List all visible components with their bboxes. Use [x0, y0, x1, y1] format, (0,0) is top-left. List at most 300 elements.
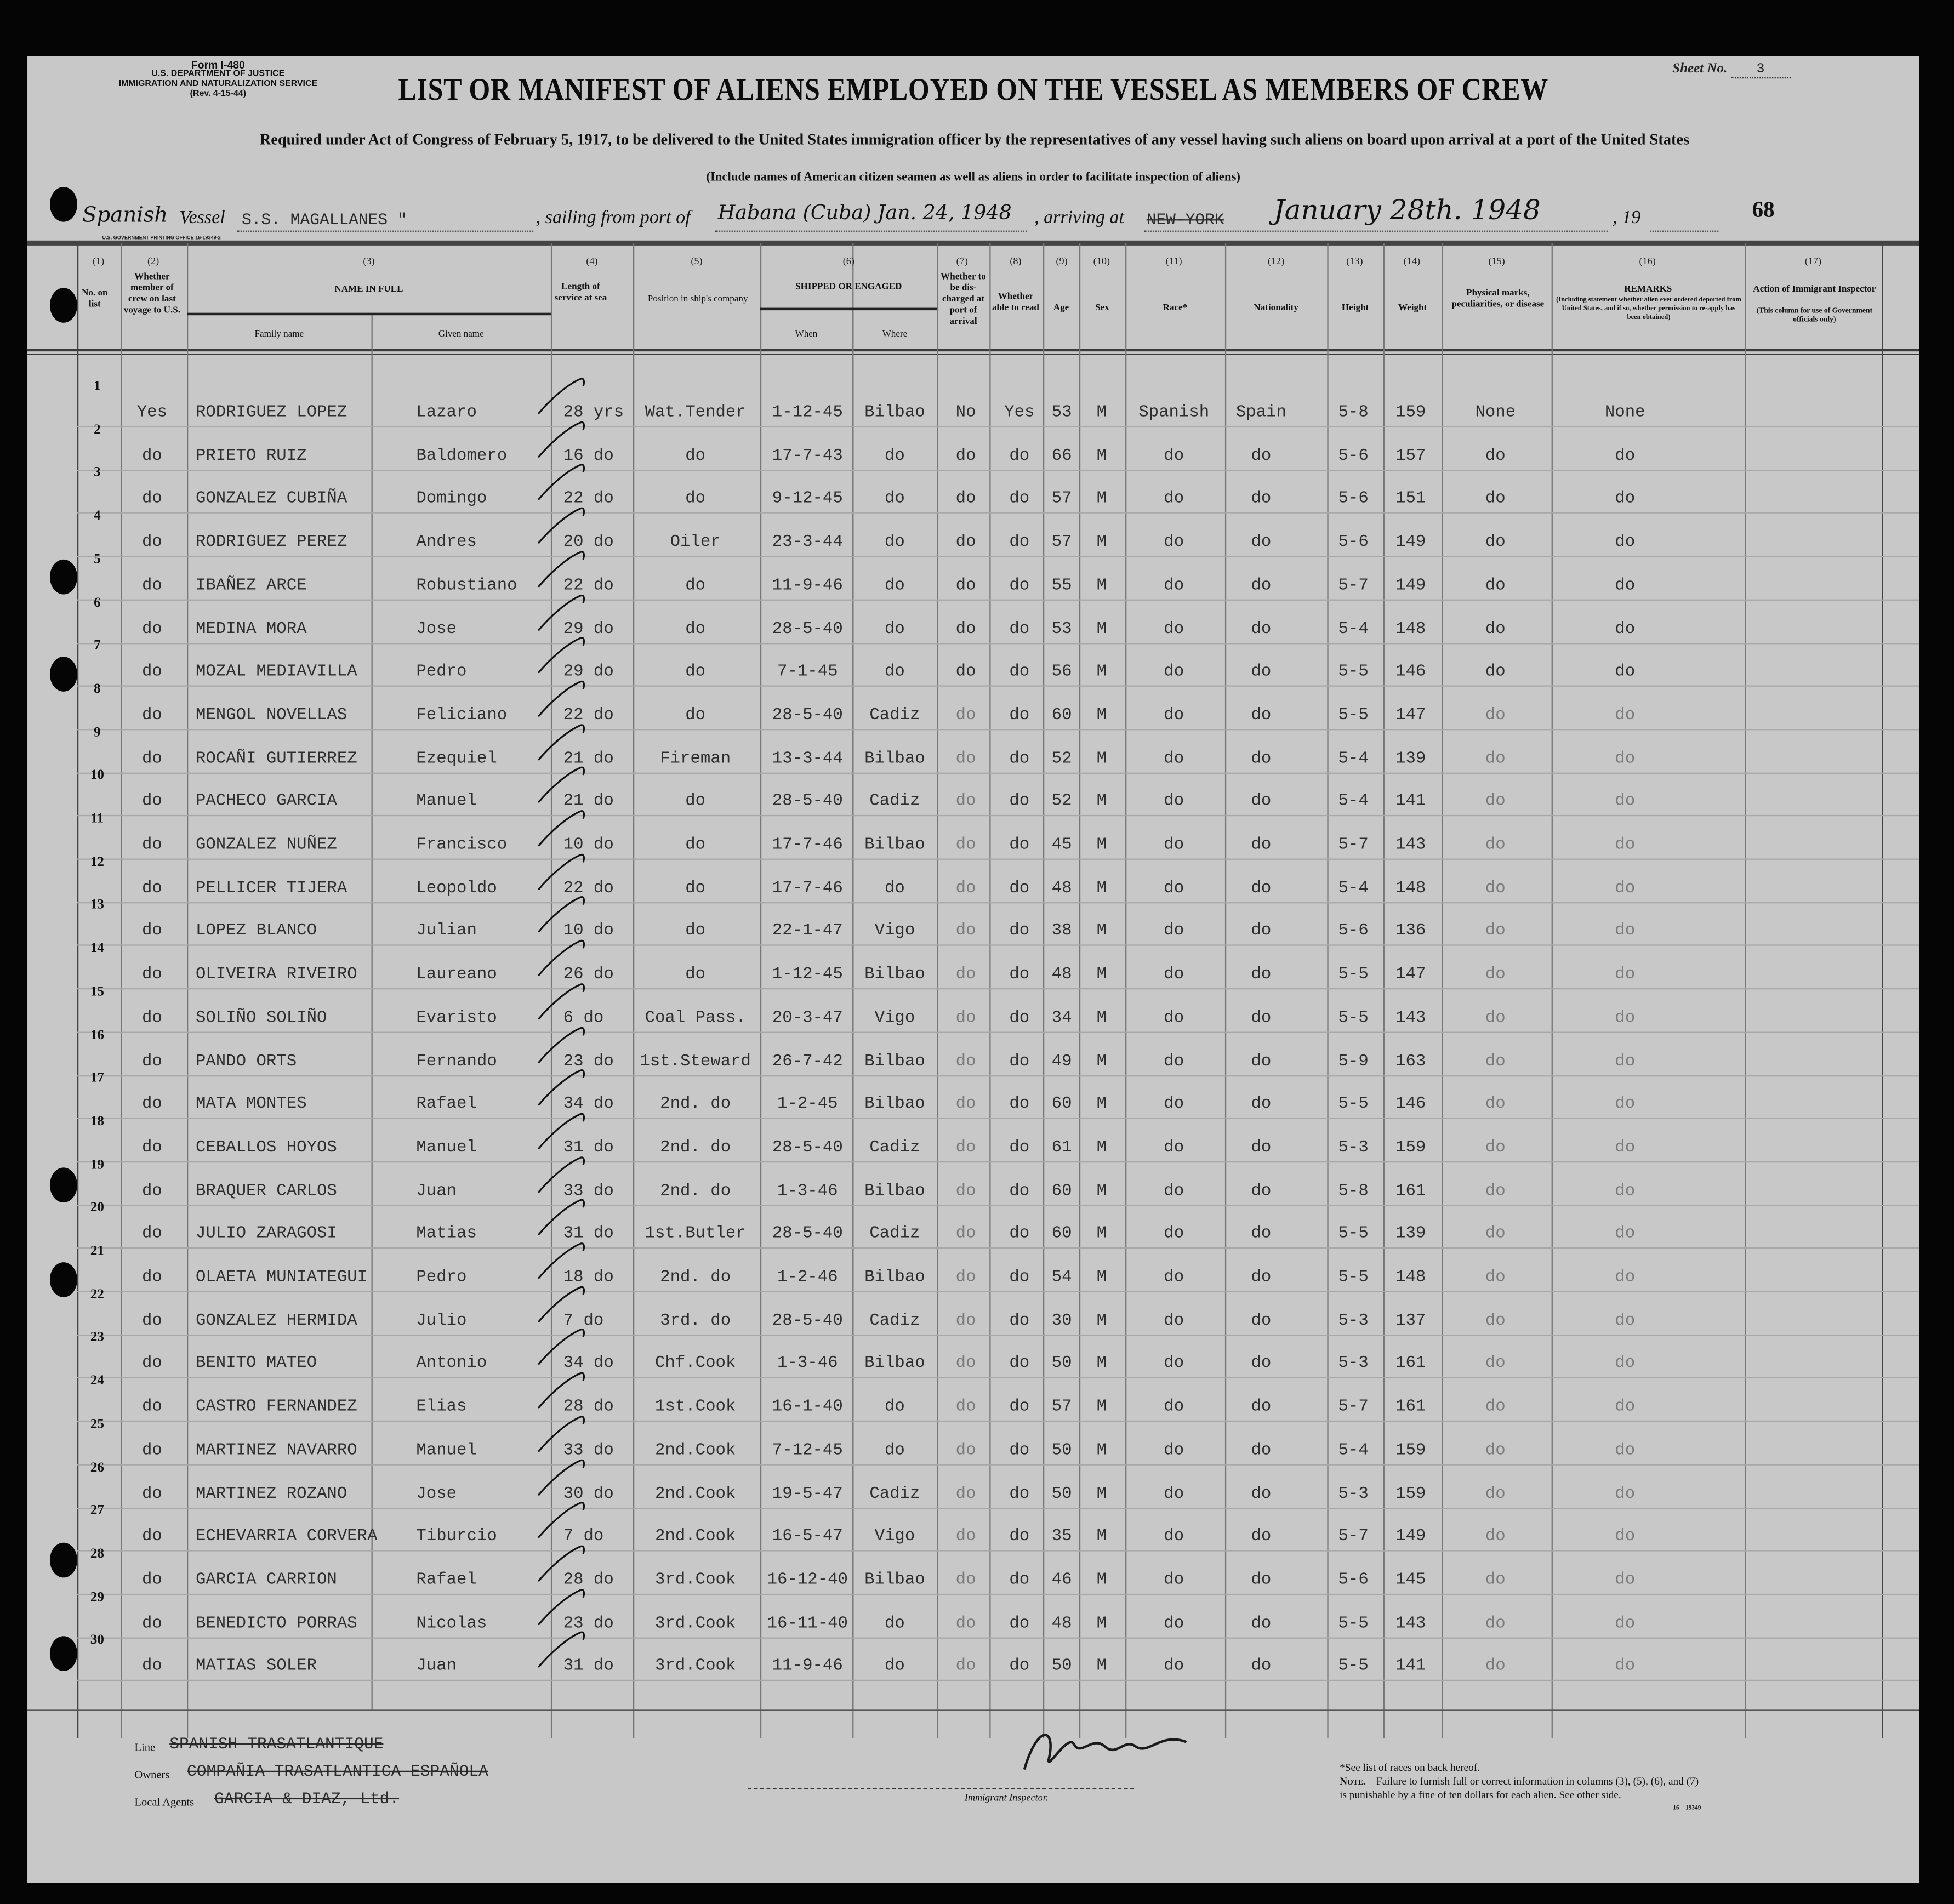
check-mark-icon: [531, 1496, 589, 1546]
cell-giv: Jose: [416, 620, 457, 639]
row-rule: [77, 1594, 1919, 1595]
cell-read: do: [1009, 447, 1030, 466]
cell-pos: Oiler: [670, 533, 721, 552]
cell-sex: M: [1096, 1052, 1107, 1071]
cell-pos: 3rd.Cook: [654, 1614, 736, 1633]
punch-hole: [50, 1167, 77, 1202]
cell-lv: do: [141, 1527, 162, 1547]
cell-phys: do: [1485, 706, 1506, 725]
row-rule: [77, 599, 1919, 600]
cell-phys: do: [1485, 1138, 1506, 1158]
row-number: 3: [94, 465, 101, 481]
cell-age: 45: [1051, 836, 1072, 855]
row-rule: [77, 1680, 1919, 1681]
cell-giv: Laureano: [416, 966, 497, 985]
cell-len: 7 do: [563, 1312, 604, 1331]
cell-phys: do: [1485, 966, 1506, 985]
cell-when: 16-11-40: [767, 1614, 848, 1633]
cell-len: 31 do: [563, 1657, 614, 1677]
cell-nat: do: [1251, 836, 1272, 855]
cell-nat: do: [1251, 922, 1272, 942]
cell-race: do: [1164, 1268, 1184, 1287]
cell-read: do: [1009, 1268, 1030, 1287]
cell-nat: do: [1251, 1355, 1272, 1374]
cell-rem: do: [1615, 1571, 1636, 1590]
column-rule: [760, 243, 761, 1738]
cell-age: 60: [1051, 1225, 1072, 1244]
agents-label: Local Agents: [134, 1795, 195, 1808]
cell-when: 17-7-46: [772, 879, 843, 898]
cell-age: 48: [1051, 879, 1072, 898]
cell-phys: do: [1485, 836, 1506, 855]
cell-where: do: [885, 663, 905, 682]
cell-nat: do: [1251, 663, 1272, 682]
cell-pos: 3rd. do: [660, 1312, 731, 1331]
cell-wt: 143: [1395, 1009, 1426, 1028]
table-bottom-rule: [27, 1709, 1919, 1711]
check-mark-icon: [531, 1409, 589, 1459]
cell-wt: 141: [1395, 793, 1426, 812]
cell-ht: 5-5: [1338, 1657, 1369, 1677]
cell-when: 7-12-45: [772, 1441, 843, 1461]
cell-rem: do: [1615, 966, 1636, 985]
cell-rem: do: [1615, 1182, 1636, 1201]
cell-read: do: [1009, 1571, 1030, 1590]
header-position: Position in ship's company: [647, 293, 748, 304]
vessel-line: [27, 191, 1919, 241]
cell-ht: 5-5: [1338, 1009, 1369, 1028]
nationality-handwritten: Spanish: [82, 203, 168, 229]
cell-age: 50: [1051, 1355, 1072, 1374]
cell-where: do: [885, 1398, 905, 1417]
check-mark-icon: [531, 1582, 589, 1632]
cell-fam: MENGOL NOVELLAS: [195, 706, 347, 725]
cell-phys: do: [1485, 447, 1506, 466]
cell-lv: do: [141, 1657, 162, 1677]
cell-pos: do: [685, 966, 706, 985]
cell-phys: do: [1485, 1355, 1506, 1374]
cell-nat: do: [1251, 447, 1272, 466]
cell-rem: do: [1615, 749, 1636, 768]
row-number: 30: [90, 1633, 104, 1648]
cell-phys: do: [1485, 1182, 1506, 1201]
cell-ht: 5-8: [1338, 403, 1369, 423]
cell-ht: 5-5: [1338, 1614, 1369, 1633]
cell-pos: do: [685, 663, 706, 682]
cell-len: 26 do: [563, 966, 614, 985]
cell-age: 46: [1051, 1571, 1072, 1590]
header-physical-marks: Physical marks, peculiarities, or disease: [1451, 286, 1545, 309]
cell-nat: do: [1251, 1441, 1272, 1461]
cell-pos: 2nd.Cook: [654, 1441, 736, 1461]
cell-when: 13-3-44: [772, 749, 843, 768]
cell-read: do: [1009, 490, 1030, 509]
cell-ht: 5-4: [1338, 879, 1369, 898]
cell-when: 28-5-40: [772, 620, 843, 639]
cell-age: 52: [1051, 793, 1072, 812]
cell-rem: do: [1615, 663, 1636, 682]
cell-race: do: [1164, 1225, 1184, 1244]
cell-when: 17-7-46: [772, 836, 843, 855]
cell-giv: Matias: [416, 1225, 477, 1244]
cell-wt: 141: [1395, 1657, 1426, 1677]
cell-read: do: [1009, 1355, 1030, 1374]
cell-phys: do: [1485, 879, 1506, 898]
printing-office: U.S. GOVERNMENT PRINTING OFFICE 16-19349-2: [102, 234, 221, 241]
cell-ht: 5-7: [1338, 577, 1369, 596]
cell-age: 53: [1051, 403, 1072, 423]
cell-fam: JULIO ZARAGOSI: [195, 1225, 337, 1244]
header-given-name: Given name: [438, 327, 484, 339]
arrival-date-handwritten: January 28th. 1948: [1273, 195, 1541, 227]
cell-fam: GONZALEZ CUBIÑA: [195, 490, 347, 509]
cell-dis: do: [955, 1095, 976, 1115]
cell-giv: Manuel: [416, 793, 477, 812]
cell-when: 16-1-40: [772, 1398, 843, 1417]
cell-read: do: [1009, 749, 1030, 768]
cell-pos: do: [685, 577, 706, 596]
check-mark-icon: [531, 1236, 589, 1286]
cell-race: do: [1164, 1398, 1184, 1417]
check-mark-icon: [531, 1150, 589, 1200]
header-name-in-full: NAME IN FULL: [334, 283, 403, 294]
cell-pos: Chf.Cook: [654, 1355, 736, 1374]
cell-sex: M: [1096, 1441, 1107, 1461]
check-mark-icon: [531, 588, 589, 637]
cell-where: do: [885, 1614, 905, 1633]
cell-len: 34 do: [563, 1355, 614, 1374]
cell-nat: do: [1251, 1527, 1272, 1547]
cell-fam: CASTRO FERNANDEZ: [195, 1398, 357, 1417]
cell-wt: 159: [1395, 403, 1426, 423]
column-number: (8): [1010, 255, 1022, 267]
cell-fam: PACHECO GARCIA: [195, 793, 337, 812]
cell-fam: PRIETO RUIZ: [195, 447, 307, 466]
cell-rem: do: [1615, 1138, 1636, 1158]
cell-ht: 5-3: [1338, 1138, 1369, 1158]
cell-wt: 148: [1395, 1268, 1426, 1287]
cell-lv: do: [141, 1571, 162, 1590]
cell-where: Vigo: [874, 1009, 915, 1028]
column-number: (5): [691, 255, 703, 267]
cell-lv: do: [141, 922, 162, 942]
cell-lv: do: [141, 966, 162, 985]
row-number: 21: [90, 1244, 104, 1259]
cell-phys: do: [1485, 1571, 1506, 1590]
cell-phys: do: [1485, 620, 1506, 639]
cell-phys: do: [1485, 663, 1506, 682]
row-rule: [77, 1075, 1919, 1076]
cell-read: do: [1009, 533, 1030, 552]
cell-len: 10 do: [563, 836, 614, 855]
cell-wt: 159: [1395, 1138, 1426, 1158]
cell-race: do: [1164, 1095, 1184, 1115]
cell-dis: do: [955, 1268, 976, 1287]
row-rule: [77, 1118, 1919, 1119]
cell-wt: 147: [1395, 966, 1426, 985]
cell-race: do: [1164, 1484, 1184, 1504]
cell-giv: Manuel: [416, 1138, 477, 1158]
cell-when: 28-5-40: [772, 706, 843, 725]
cell-len: 21 do: [563, 793, 614, 812]
owners-value: COMPAÑIA TRASATLANTICA ESPAÑOLA: [187, 1762, 488, 1781]
cell-wt: 157: [1395, 447, 1426, 466]
row-rule: [77, 1248, 1919, 1249]
column-number: (6): [842, 255, 854, 267]
cell-dis: do: [955, 1052, 976, 1071]
cell-race: Spanish: [1138, 403, 1210, 423]
cell-race: do: [1164, 533, 1184, 552]
cell-fam: MATIAS SOLER: [195, 1657, 317, 1677]
cell-sex: M: [1096, 836, 1107, 855]
cell-giv: Nicolas: [416, 1614, 487, 1633]
row-rule: [77, 1291, 1919, 1292]
cell-race: do: [1164, 1527, 1184, 1547]
cell-fam: CEBALLOS HOYOS: [195, 1138, 337, 1158]
cell-giv: Fernando: [416, 1052, 497, 1071]
cell-race: do: [1164, 447, 1184, 466]
cell-giv: Andres: [416, 533, 477, 552]
cell-fam: GARCIA CARRION: [195, 1571, 337, 1590]
cell-rem: do: [1615, 1527, 1636, 1547]
cell-lv: do: [141, 447, 162, 466]
cell-read: do: [1009, 1657, 1030, 1677]
cell-lv: do: [141, 1484, 162, 1504]
cell-age: 53: [1051, 620, 1072, 639]
cell-fam: OLAETA MUNIATEGUI: [195, 1268, 368, 1287]
cell-where: Bilbao: [864, 1052, 925, 1071]
cell-read: do: [1009, 922, 1030, 942]
cell-when: 17-7-43: [772, 447, 843, 466]
cell-sex: M: [1096, 1355, 1107, 1374]
cell-rem: do: [1615, 1614, 1636, 1633]
cell-lv: do: [141, 793, 162, 812]
column-number: (13): [1346, 255, 1363, 267]
cell-lv: do: [141, 1268, 162, 1287]
cell-sex: M: [1096, 1527, 1107, 1547]
cell-lv: do: [141, 749, 162, 768]
cell-giv: Elias: [416, 1398, 467, 1417]
cell-giv: Lazaro: [416, 403, 477, 423]
cell-read: do: [1009, 1312, 1030, 1331]
cell-age: 49: [1051, 1052, 1072, 1071]
cell-pos: do: [685, 706, 706, 725]
cell-read: do: [1009, 706, 1030, 725]
column-number: (16): [1639, 255, 1656, 267]
cell-rem: do: [1615, 1441, 1636, 1461]
cell-rem: do: [1615, 922, 1636, 942]
cell-giv: Robustiano: [416, 577, 517, 596]
cell-rem: do: [1615, 447, 1636, 466]
column-number: (9): [1056, 255, 1068, 267]
cell-when: 11-9-46: [772, 1657, 843, 1677]
cell-sex: M: [1096, 1614, 1107, 1633]
cell-where: Bilbao: [864, 1095, 925, 1115]
line-label: Line: [134, 1741, 156, 1753]
cell-ht: 5-6: [1338, 490, 1369, 509]
cell-where: Bilbao: [864, 749, 925, 768]
check-mark-icon: [531, 372, 589, 421]
row-number: 26: [90, 1460, 104, 1475]
cell-len: 30 do: [563, 1484, 614, 1504]
cell-age: 60: [1051, 706, 1072, 725]
revision: (Rev. 4-15-44): [190, 89, 247, 99]
punch-hole: [50, 1262, 77, 1297]
header-action-inspector: Action of Immigrant Inspector: [1753, 283, 1876, 294]
cell-wt: 163: [1395, 1052, 1426, 1071]
cell-race: do: [1164, 1441, 1184, 1461]
check-mark-icon: [531, 1279, 589, 1329]
cell-wt: 137: [1395, 1312, 1426, 1331]
cell-age: 60: [1051, 1095, 1072, 1115]
row-rule: [77, 469, 1919, 470]
cell-rem: do: [1615, 533, 1636, 552]
cell-age: 48: [1051, 1614, 1072, 1633]
cell-race: do: [1164, 490, 1184, 509]
check-mark-icon: [531, 1625, 589, 1675]
cell-phys: do: [1485, 1312, 1506, 1331]
cell-age: 66: [1051, 447, 1072, 466]
cell-when: 28-5-40: [772, 1312, 843, 1331]
cell-fam: OLIVEIRA RIVEIRO: [195, 966, 357, 985]
header-weight: Weight: [1398, 301, 1427, 313]
row-number: 10: [90, 768, 104, 783]
cell-giv: Leopoldo: [416, 879, 497, 898]
row-number: 13: [90, 897, 104, 913]
cell-when: 1-3-46: [777, 1182, 838, 1201]
cell-sex: M: [1096, 879, 1107, 898]
cell-wt: 149: [1395, 533, 1426, 552]
row-rule: [77, 512, 1919, 514]
cell-nat: do: [1251, 1225, 1272, 1244]
cell-when: 1-12-45: [772, 403, 843, 423]
punch-hole: [50, 560, 77, 595]
sheet-label: Sheet No.: [1672, 61, 1728, 76]
cell-fam: MATA MONTES: [195, 1095, 307, 1115]
cell-where: Cadiz: [869, 1484, 920, 1504]
cell-giv: Rafael: [416, 1095, 477, 1115]
cell-len: 20 do: [563, 533, 614, 552]
cell-read: do: [1009, 663, 1030, 682]
cell-read: Yes: [1004, 403, 1035, 423]
row-rule: [77, 642, 1919, 643]
check-mark-icon: [531, 674, 589, 724]
cell-ht: 5-6: [1338, 1571, 1369, 1590]
cell-lv: do: [141, 1138, 162, 1158]
row-number: 28: [90, 1546, 104, 1561]
cell-nat: do: [1251, 793, 1272, 812]
cell-giv: Francisco: [416, 836, 508, 855]
cell-lv: do: [141, 706, 162, 725]
cell-len: 23 do: [563, 1052, 614, 1071]
cell-fam: PANDO ORTS: [195, 1052, 297, 1071]
column-number: (3): [363, 255, 375, 267]
cell-len: 33 do: [563, 1182, 614, 1201]
cell-race: do: [1164, 749, 1184, 768]
cell-race: do: [1164, 1138, 1184, 1158]
cell-dis: do: [955, 620, 976, 639]
cell-dis: do: [955, 966, 976, 985]
cell-sex: M: [1096, 490, 1107, 509]
row-number: 16: [90, 1027, 104, 1042]
cell-race: do: [1164, 706, 1184, 725]
row-number: 7: [94, 638, 101, 653]
cell-dis: do: [955, 1484, 976, 1504]
cell-phys: do: [1485, 922, 1506, 942]
header-where: Where: [882, 327, 908, 339]
row-number: 23: [90, 1330, 104, 1346]
cell-phys: do: [1485, 793, 1506, 812]
cell-rem: do: [1615, 620, 1636, 639]
row-rule: [77, 1031, 1919, 1033]
footnote: [1340, 1761, 1701, 1816]
cell-read: do: [1009, 1614, 1030, 1633]
cell-len: 7 do: [563, 1527, 604, 1547]
page-stamp: 68: [1752, 197, 1775, 222]
cell-wt: 146: [1395, 663, 1426, 682]
cell-race: do: [1164, 879, 1184, 898]
header-shipped-engaged: SHIPPED OR ENGAGED: [795, 280, 902, 292]
cell-len: 34 do: [563, 1095, 614, 1115]
cell-fam: MARTINEZ NAVARRO: [195, 1441, 357, 1461]
cell-pos: 2nd.Cook: [654, 1527, 736, 1547]
check-mark-icon: [531, 933, 589, 983]
cell-lv: do: [141, 490, 162, 509]
cell-sex: M: [1096, 1225, 1107, 1244]
cell-age: 57: [1051, 490, 1072, 509]
page-title: LIST OR MANIFEST OF ALIENS EMPLOYED ON THE VESSEL AS MEMBERS OF CREW: [398, 71, 1548, 107]
cell-len: 16 do: [563, 447, 614, 466]
check-mark-icon: [531, 414, 589, 464]
row-number: 11: [90, 811, 104, 826]
cell-age: 35: [1051, 1527, 1072, 1547]
header-remarks-sub: (Including statement whether alien ever ordered deported from United States, and if so, whether permission to re-apply has been obtained): [1556, 297, 1741, 322]
cell-race: do: [1164, 1182, 1184, 1201]
cell-sex: M: [1096, 403, 1107, 423]
cell-len: 22 do: [563, 577, 614, 596]
row-number: 6: [94, 595, 101, 610]
cell-phys: do: [1485, 1052, 1506, 1071]
row-number: 19: [90, 1157, 104, 1172]
cell-giv: Julian: [416, 922, 477, 942]
check-mark-icon: [531, 544, 589, 594]
cell-nat: do: [1251, 1312, 1272, 1331]
check-mark-icon: [531, 458, 589, 508]
row-rule: [77, 556, 1919, 557]
cell-rem: do: [1615, 1355, 1636, 1374]
cell-where: Cadiz: [869, 706, 920, 725]
row-number: 2: [94, 422, 101, 437]
cell-nat: do: [1251, 490, 1272, 509]
cell-giv: Juan: [416, 1657, 457, 1677]
cell-len: 10 do: [563, 922, 614, 942]
cell-age: 52: [1051, 749, 1072, 768]
check-mark-icon: [531, 631, 589, 681]
cell-when: 19-5-47: [772, 1484, 843, 1504]
cell-dis: do: [955, 1225, 976, 1244]
cell-dis: do: [955, 577, 976, 596]
cell-rem: do: [1615, 1052, 1636, 1071]
cell-read: do: [1009, 577, 1030, 596]
cell-lv: do: [141, 577, 162, 596]
cell-nat: do: [1251, 1614, 1272, 1633]
cell-ht: 5-5: [1338, 1095, 1369, 1115]
cell-sex: M: [1096, 1312, 1107, 1331]
cell-pos: 2nd. do: [660, 1268, 731, 1287]
cell-phys: do: [1485, 1527, 1506, 1547]
cell-where: Cadiz: [869, 1312, 920, 1331]
row-number: 27: [90, 1503, 104, 1518]
